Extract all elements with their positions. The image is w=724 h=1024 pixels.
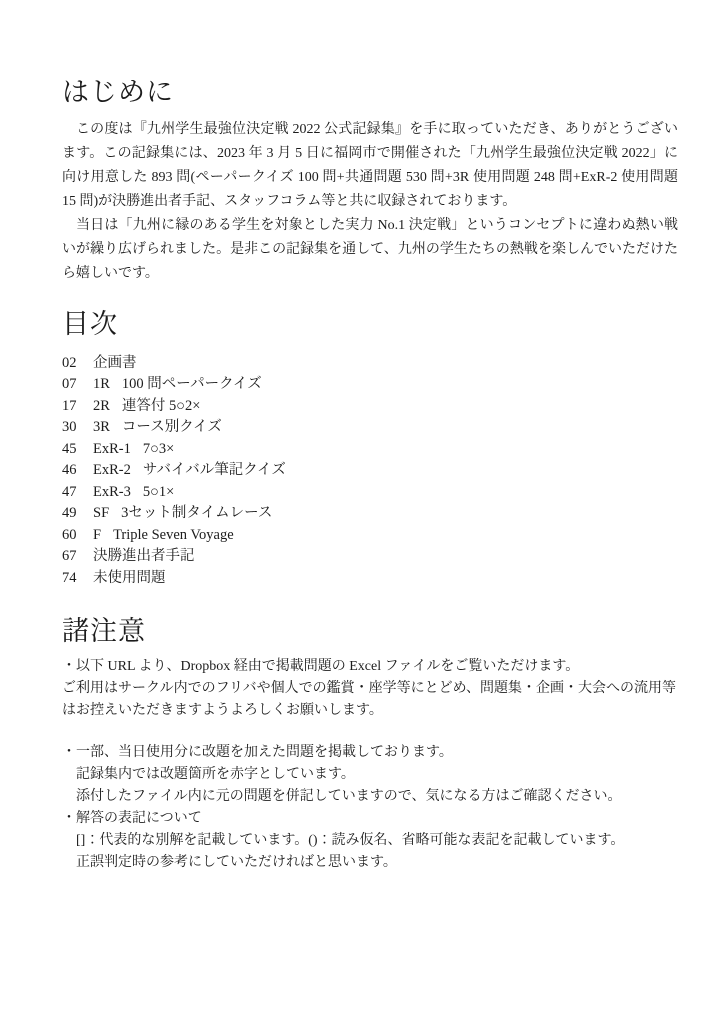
toc-title: サバイバル筆記クイズ (142, 462, 286, 479)
toc-page-number: 02 (62, 354, 77, 371)
toc-title: 7○3× (142, 440, 175, 457)
toc-page-number: 60 (62, 526, 77, 543)
toc-item (62, 353, 678, 375)
toc-heading: 目次 (62, 309, 118, 340)
section-notes (62, 615, 678, 873)
note-line: ・解答の表記について (62, 810, 202, 826)
notes-block-usage (62, 656, 678, 722)
toc-title: 5○1× (142, 483, 175, 500)
toc-item (62, 460, 678, 482)
toc-page-number: 47 (62, 483, 77, 500)
note-line: ・一部、当日使用分に改題を加えた問題を掲載しております。 (62, 744, 453, 760)
toc-item (62, 546, 678, 568)
toc-round-label: ExR-2 (93, 462, 131, 479)
section-table-of-contents (62, 308, 678, 589)
note-line: []：代表的な別解を記載しています。()：読み仮名、省略可能な表記を記載しています。 (76, 832, 625, 848)
intro-heading: はじめに (62, 77, 174, 107)
toc-title: コース別クイズ (121, 419, 222, 436)
note-line: 正誤判定時の参考にしていただければと思います。 (76, 854, 397, 870)
toc-round-label: 2R (93, 397, 110, 414)
toc-title: 連答付 5○2× (121, 397, 201, 414)
toc-round-label: ExR-3 (93, 483, 131, 500)
toc-page-number: 67 (62, 548, 77, 565)
toc-item (62, 374, 678, 396)
toc-list (62, 353, 678, 590)
toc-page-number: 46 (62, 462, 77, 479)
note-line: ご利用はサークル内でのフリバや個人での鑑賞・座学等にとどめ、問題集・企画・大会への流用等はお控えいただきますようよろしくお願いします。 (62, 680, 677, 718)
toc-item (62, 439, 678, 461)
toc-title: Triple Seven Voyage (113, 526, 234, 543)
toc-page-number: 17 (62, 397, 77, 414)
toc-title: 100 問ペーパークイズ (121, 376, 262, 393)
toc-page-number: 07 (62, 376, 77, 393)
intro-paragraph: 当日は「九州に縁のある学生を対象とした実力 No.1 決定戦」というコンセプトに違わぬ熱い戦いが繰り広げられました。是非この記録集を通して、九州の学生たちの熱戦を楽しんでいただけたら嬉しいです。 (62, 218, 678, 282)
toc-item (62, 568, 678, 590)
toc-title: 決勝進出者手記 (93, 548, 195, 565)
toc-round-label: ExR-1 (93, 440, 131, 457)
toc-round-label: 3R (93, 419, 110, 436)
toc-page-number: 49 (62, 505, 77, 522)
notes-heading: 諸注意 (62, 616, 146, 647)
note-line: ・以下 URL より、Dropbox 経由で掲載問題の Excel ファイルをご覧いただけます。 (62, 658, 580, 674)
section-introduction (62, 76, 678, 286)
toc-title: 企画書 (93, 354, 137, 371)
toc-item (62, 417, 678, 439)
toc-title: 未使用問題 (93, 569, 166, 586)
toc-round-label: F (93, 526, 102, 543)
intro-paragraph: この度は『九州学生最強位決定戦 2022 公式記録集』を手に取っていただき、ありがとうございます。この記録集には、2023 年 3 月 5 日に福岡市で開催された「九州学生最強位決定戦 2022」に向け用意した 893 問(ペーパークイズ 100 問+共通問題 530 問+3R 使用問題 248 問+ExR-2 使用問題 15 問)が決勝進出者手記、スタッフコラム等と共に収録されております。 (62, 122, 678, 210)
toc-title: 3セット制タイムレース (121, 505, 273, 522)
note-line: 記録集内では改題箇所を赤字としています。 (76, 766, 355, 782)
note-line: 添付したファイル内に元の問題を併記していますので、気になる方はご確認ください。 (76, 788, 622, 804)
toc-page-number: 45 (62, 440, 77, 457)
toc-round-label: 1R (93, 376, 110, 393)
toc-item (62, 396, 678, 418)
intro-body (62, 118, 678, 286)
toc-item (62, 503, 678, 525)
toc-item (62, 525, 678, 547)
notes-block-revisions (62, 742, 678, 874)
toc-round-label: SF (93, 505, 110, 522)
toc-page-number: 30 (62, 419, 77, 436)
toc-page-number: 74 (62, 569, 77, 586)
toc-item (62, 482, 678, 504)
